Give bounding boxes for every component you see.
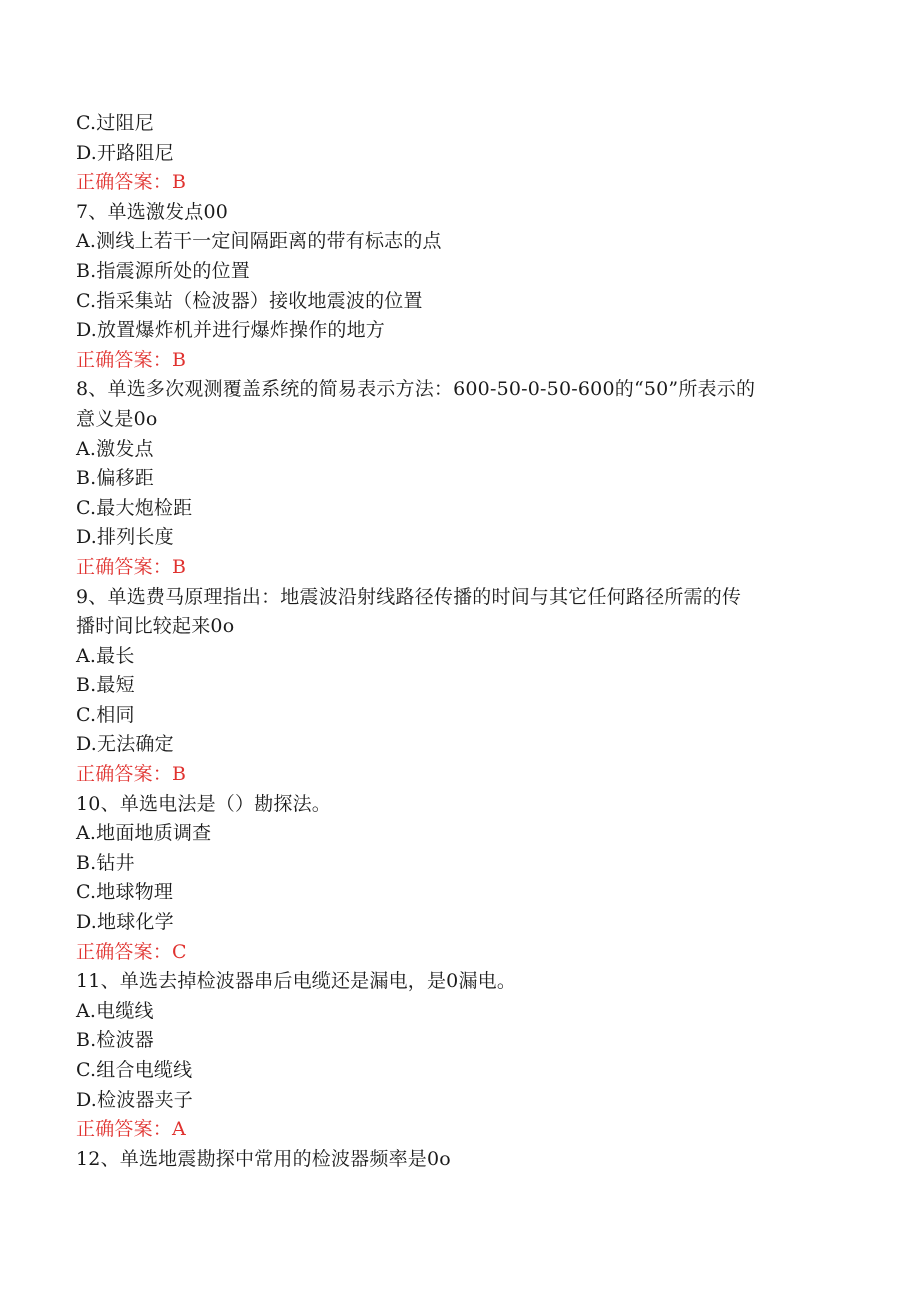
question-line: 意义是0o xyxy=(76,407,158,430)
question-line: 12、单选地震勘探中常用的检波器频率是0o xyxy=(76,1147,451,1170)
question-line: 播时间比较起来0o xyxy=(76,615,235,638)
question-line: 10、单选电法是（）勘探法。 xyxy=(76,792,331,815)
answer-line: 正确答案：A xyxy=(76,1118,186,1141)
question-line: 7、单选激发点00 xyxy=(76,200,229,223)
question-line: 8、单选多次观测覆盖系统的简易表示方法：600-50-0-50-600的“50”所表示的 xyxy=(76,378,756,401)
answer-line: 正确答案：B xyxy=(76,763,187,786)
option-line: C.指采集站（检波器）接收地震波的位置 xyxy=(76,289,423,312)
option-line: C.过阻尼 xyxy=(76,112,154,134)
question-line: 11、单选去掉检波器串后电缆还是漏电，是0漏电。 xyxy=(76,970,517,993)
option-line: B.指震源所处的位置 xyxy=(76,259,251,282)
answer-line: 正确答案：B xyxy=(76,348,187,371)
option-line: D.检波器夹子 xyxy=(76,1088,193,1111)
option-line: D.开路阻尼 xyxy=(76,141,174,164)
question-line: 9、单选费马原理指出：地震波沿射线路径传播的时间与其它任何路径所需的传 xyxy=(76,585,742,608)
option-line: A.测线上若干一定间隔距离的带有标志的点 xyxy=(76,230,442,253)
option-line: B.偏移距 xyxy=(76,467,155,490)
option-line: B.钻井 xyxy=(76,851,135,874)
document-page xyxy=(76,109,846,1174)
option-line: C.最大炮检距 xyxy=(76,496,193,519)
answer-line: 正确答案：B xyxy=(76,171,187,194)
option-line: D.排列长度 xyxy=(76,526,174,549)
option-line: D.放置爆炸机并进行爆炸操作的地方 xyxy=(76,319,385,342)
option-line: A.激发点 xyxy=(76,437,154,460)
option-line: D.无法确定 xyxy=(76,733,174,756)
option-line: B.检波器 xyxy=(76,1029,155,1052)
option-line: C.组合电缆线 xyxy=(76,1059,193,1081)
option-line: C.地球物理 xyxy=(76,881,174,904)
option-line: A.地面地质调查 xyxy=(76,822,212,845)
answer-line: 正确答案：B xyxy=(76,555,187,578)
option-line: C.相同 xyxy=(76,703,135,726)
option-line: A.最长 xyxy=(76,644,135,667)
option-line: D.地球化学 xyxy=(76,911,174,934)
option-line: B.最短 xyxy=(76,674,135,697)
answer-line: 正确答案：C xyxy=(76,940,187,963)
option-line: A.电缆线 xyxy=(76,999,154,1022)
